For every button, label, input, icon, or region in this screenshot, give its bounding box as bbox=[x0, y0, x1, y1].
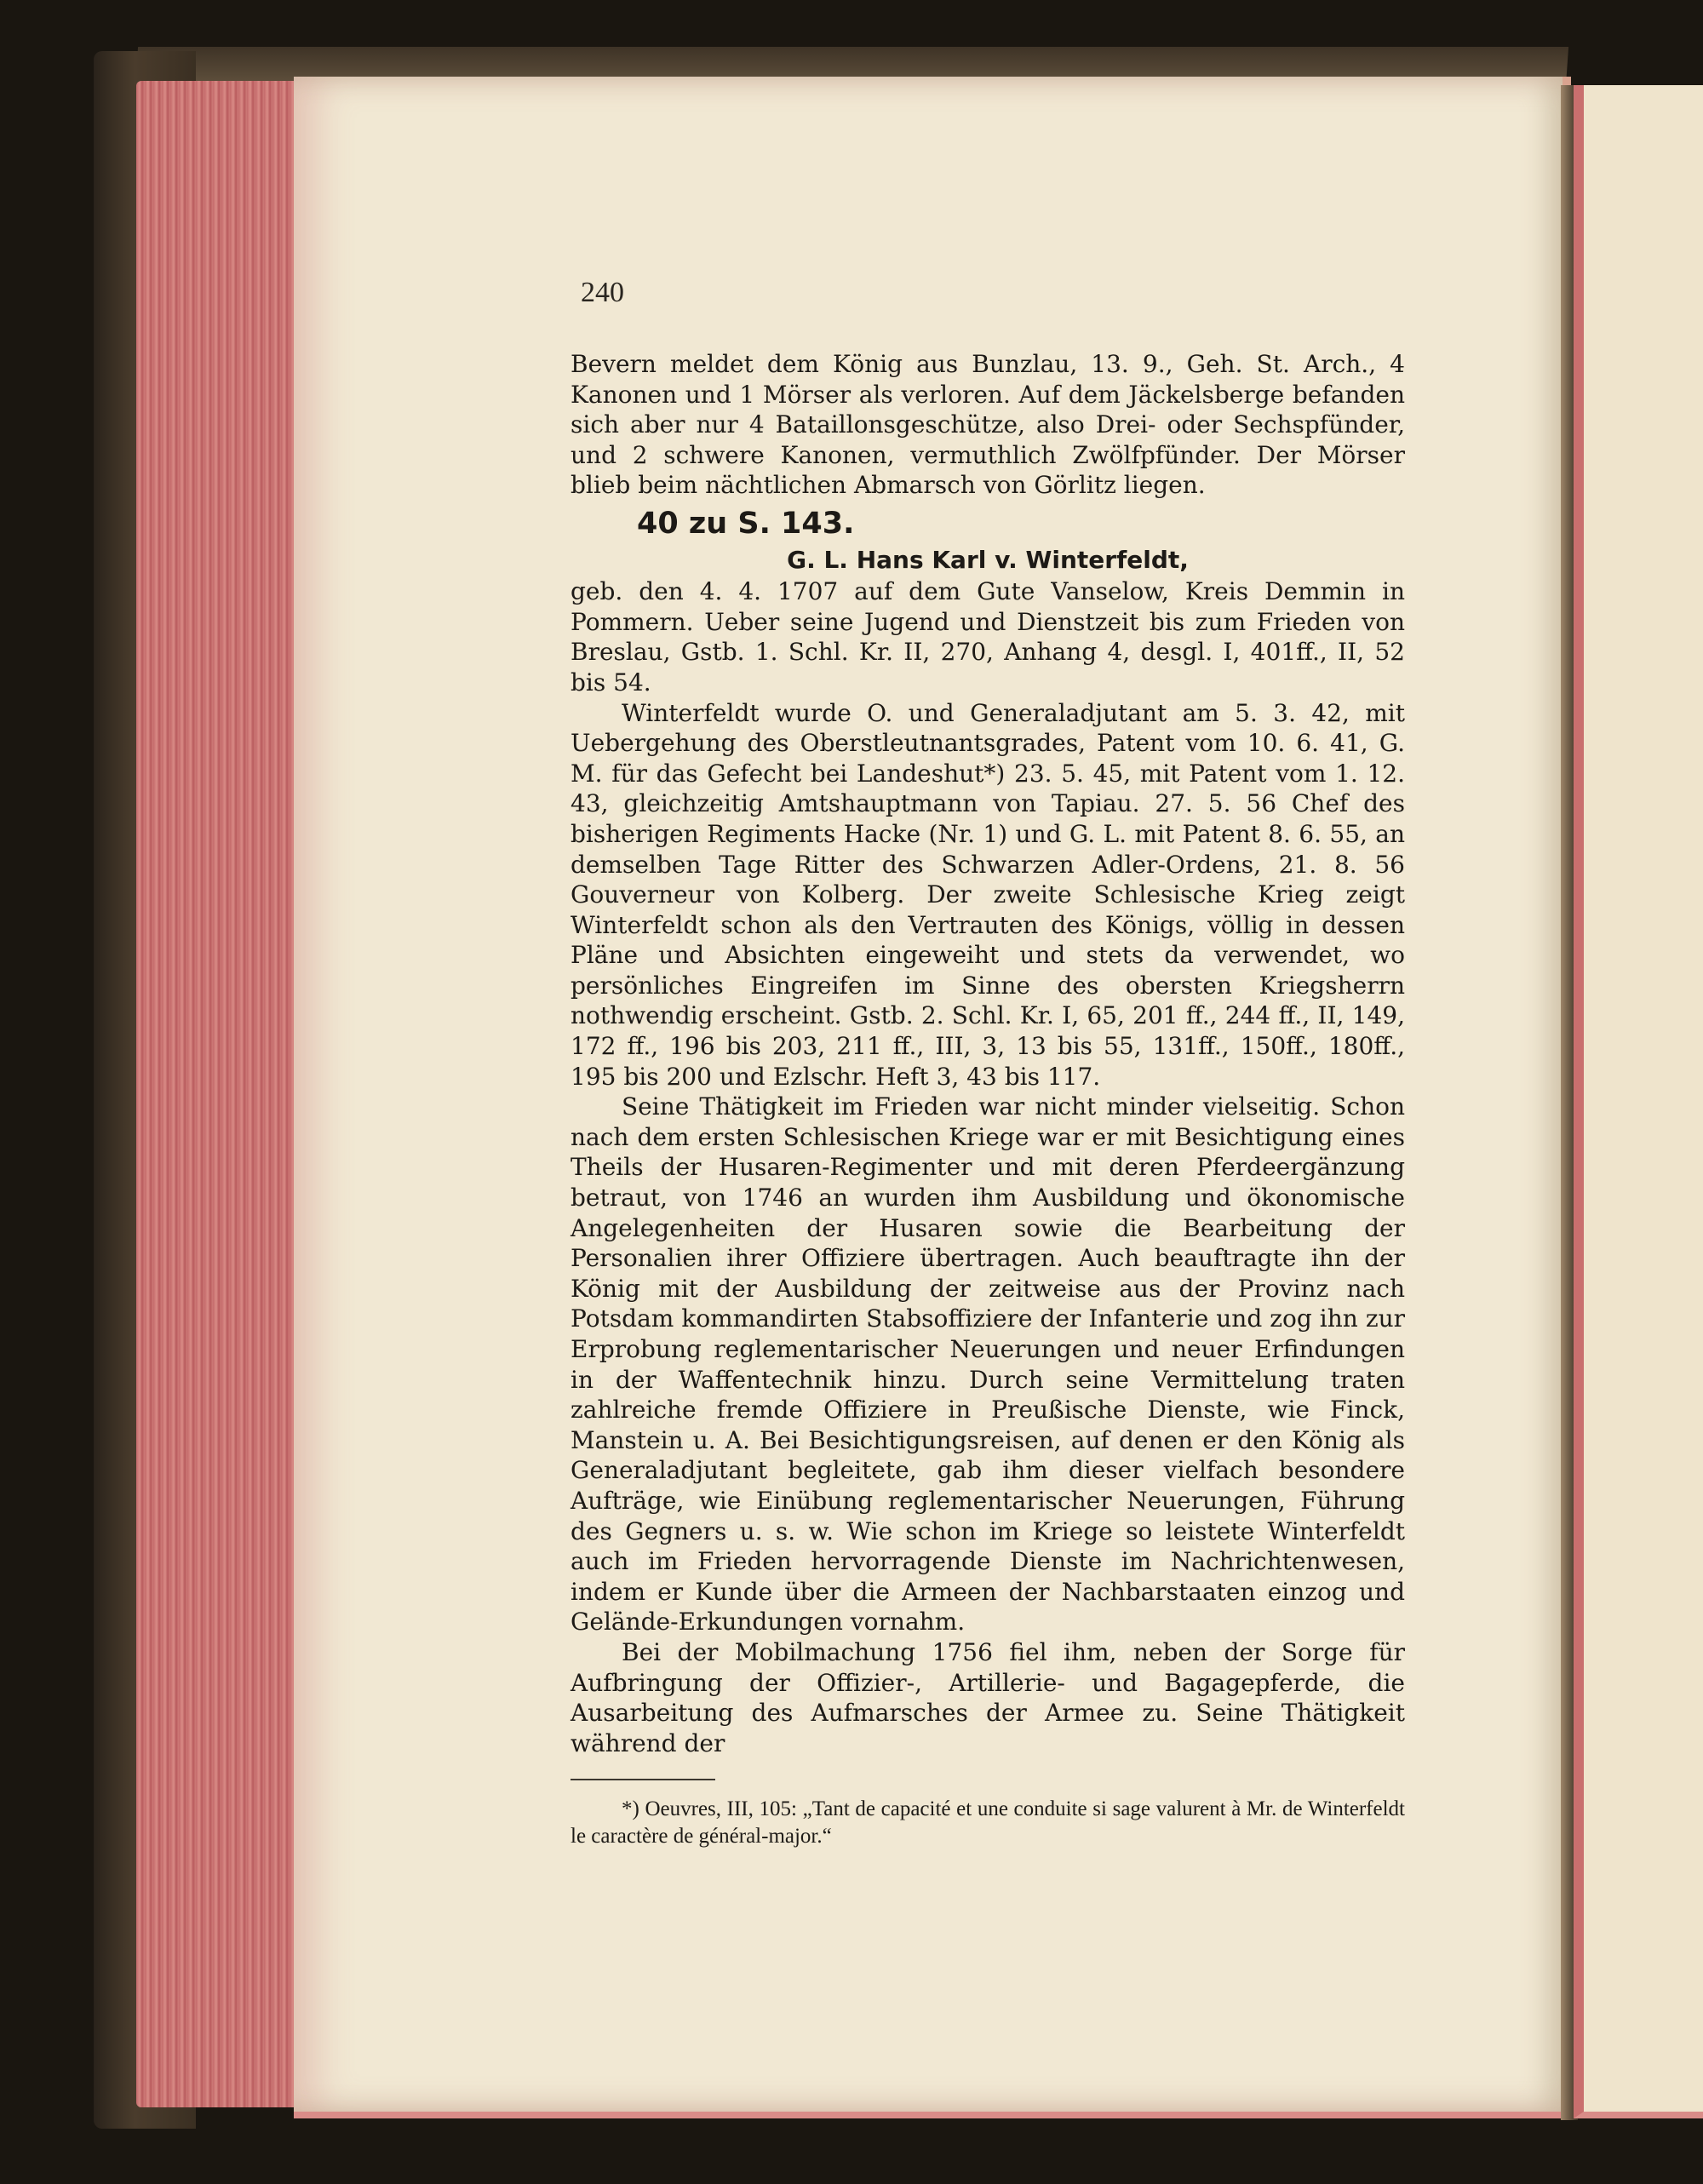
footnote: *) Oeuvres, III, 105: „Tant de capacité et une conduite si sage valurent à Mr. de Winterfeldt le caractère de général-major.“ bbox=[571, 1797, 1405, 1849]
right-page bbox=[1574, 85, 1703, 2118]
paragraph-5: Bei der Mobilmachung 1756 fiel ihm, neben der Sorge für Aufbringung der Offizier-, Artillerie- und Bagagepferde, die Ausarbeitung des Aufmarsches der Armee zu. Seine Thätigkeit während der bbox=[571, 1637, 1405, 1757]
footnote-rule bbox=[571, 1779, 715, 1780]
page-edges bbox=[136, 81, 307, 2107]
page-text bbox=[571, 349, 1405, 1850]
section-heading: 40 zu S. 143. bbox=[637, 506, 855, 541]
page-number: 240 bbox=[581, 277, 624, 308]
paragraph-3: Winterfeldt wurde O. und Generaladjutant am 5. 3. 42, mit Uebergehung des Oberstleutnantsgrades, Patent vom 10. 6. 41, G. M. für das Gefecht bei Landeshut*) 23. 5. 45, mit Patent vom 1. 12. 43, gleichzeitig Amtshauptmann von Tapiau. 27. 5. 56 Chef des bisherigen Regiments Hacke (Nr. 1) und G. L. mit Patent 8. 6. 55, an demselben Tage Ritter des Schwarzen Adler-Ordens, 21. 8. 56 Gouverneur von Kolberg. Der zweite Schlesische Krieg zeigt Winterfeldt schon als den Vertrauten des Königs, völlig in dessen Pläne und Absichten eingeweiht und stets da verwendet, wo persönliches Eingreifen im Sinne des obersten Kriegsherrn nothwendig erscheint. Gstb. 2. Schl. Kr. I, 65, 201 ff., 244 ff., II, 149, 172 ff., 196 bis 203, 211 ff., III, 3, 13 bis 55, 131ff., 150ff., 180ff., 195 bis 200 und Ezlschr. Heft 3, 43 bis 117. bbox=[571, 698, 1405, 1091]
section-subheading: G. L. Hans Karl v. Winterfeldt, bbox=[787, 545, 1189, 574]
paragraph-1: Bevern meldet dem König aus Bunzlau, 13. 9., Geh. St. Arch., 4 Kanonen und 1 Mörser als verloren. Auf dem Jäckelsberge befanden sich aber nur 4 Bataillonsgeschütze, also Drei- oder Sechspfünder, und 2 schwere Kanonen, vermuthlich Zwölfpfünder. Der Mörser blieb beim nächtlichen Abmarsch von Görlitz liegen. bbox=[571, 350, 1405, 500]
paragraph-2: geb. den 4. 4. 1707 auf dem Gute Vanselow, Kreis Demmin in Pommern. Ueber seine Jugend und Dienstzeit bis zum Frieden von Breslau, Gstb. 1. Schl. Kr. II, 270, Anhang 4, desgl. I, 401ff., II, 52 bis 54. bbox=[571, 577, 1405, 696]
paragraph-4: Seine Thätigkeit im Frieden war nicht minder vielseitig. Schon nach dem ersten Schlesischen Kriege war er mit Besichtigung eines Theils der Husaren-Regimenter und mit deren Pferdeergänzung betraut, von 1746 an wurden ihm Ausbildung und ökonomische Angelegenheiten der Husaren sowie die Bearbeitung der Personalien ihrer Offiziere übertragen. Auch beauftragte ihn der König mit der Ausbildung der zeitweise aus der Provinz nach Potsdam kommandirten Stabsoffiziere der Infanterie und zog ihn zur Erprobung reglementarischer Neuerungen und neuer Erfindungen in der Waffentechnik hinzu. Durch seine Vermittelung traten zahlreiche fremde Offiziere in Preußische Dienste, wie Finck, Manstein u. A. Bei Besichtigungsreisen, auf denen er den König als Generaladjutant begleitete, gab ihm dieser vielfach besondere Aufträge, wie Einübung reglementarischer Neuerungen, Führung des Gegners u. s. w. Wie schon im Kriege so leistete Winterfeldt auch im Frieden hervorragende Dienste im Nachrichtenwesen, indem er Kunde über die Armeen der Nachbarstaaten einzog und Gelände-Erkundungen vornahm. bbox=[571, 1092, 1405, 1637]
